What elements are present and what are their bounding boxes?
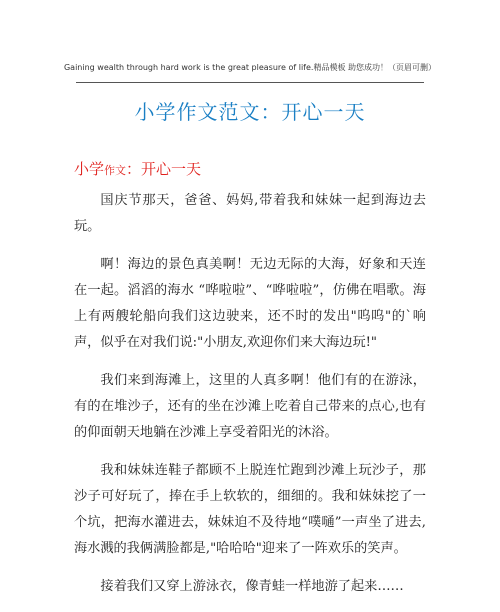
subtitle-part-3: ：开心一天: [126, 160, 202, 178]
subtitle-part-2: 作文: [104, 164, 127, 177]
paragraph: 我们来到海滩上，这里的人真多啊！他们有的在游泳，有的在堆沙子，还有的坐在沙滩上吃着自己带来的点心,也有的仰面朝天地躺在沙滩上享受着阳光的沐浴。: [74, 373, 426, 440]
article-body: [74, 188, 426, 612]
subtitle-part-1: 小学: [74, 160, 105, 178]
document-title: 小学作文范文：开心一天: [134, 100, 366, 124]
header-divider: [76, 82, 424, 83]
paragraph: 我和妹妹连鞋子都顾不上脱连忙跑到沙滩上玩沙子，那沙子可好玩了，捧在手上软软的，细细的。我和妹妹挖了一个坑，把海水灌进去，妹妹迫不及待地“噗嗵”一声坐了进去,海水溅的我俩满脸都是,"哈哈哈"迎来了一阵欢乐的笑声。: [74, 463, 426, 556]
paragraph: 接着我们又穿上游泳衣，像青蛙一样地游了起来……: [100, 579, 404, 594]
document-subtitle: [74, 158, 201, 179]
page-header: Gaining wealth through hard work is the great pleasure of life.精品模板 助您成功！（页眉可删）: [63, 63, 437, 72]
paragraph: 啊！海边的景色真美啊！无边无际的大海，好象和天连在一起。滔滔的海水 “哗啦啦”、“哗啦啦”，仿佛在唱歌。海上有两艘轮船向我们这边驶来，还不时的发出"呜呜"的`响声，似乎在对我们说:"小朋友,欢迎你们来大海边玩!": [74, 257, 426, 350]
paragraph: 国庆节那天，爸爸、妈妈,带着我和妹妹一起到海边去玩。: [74, 193, 426, 234]
